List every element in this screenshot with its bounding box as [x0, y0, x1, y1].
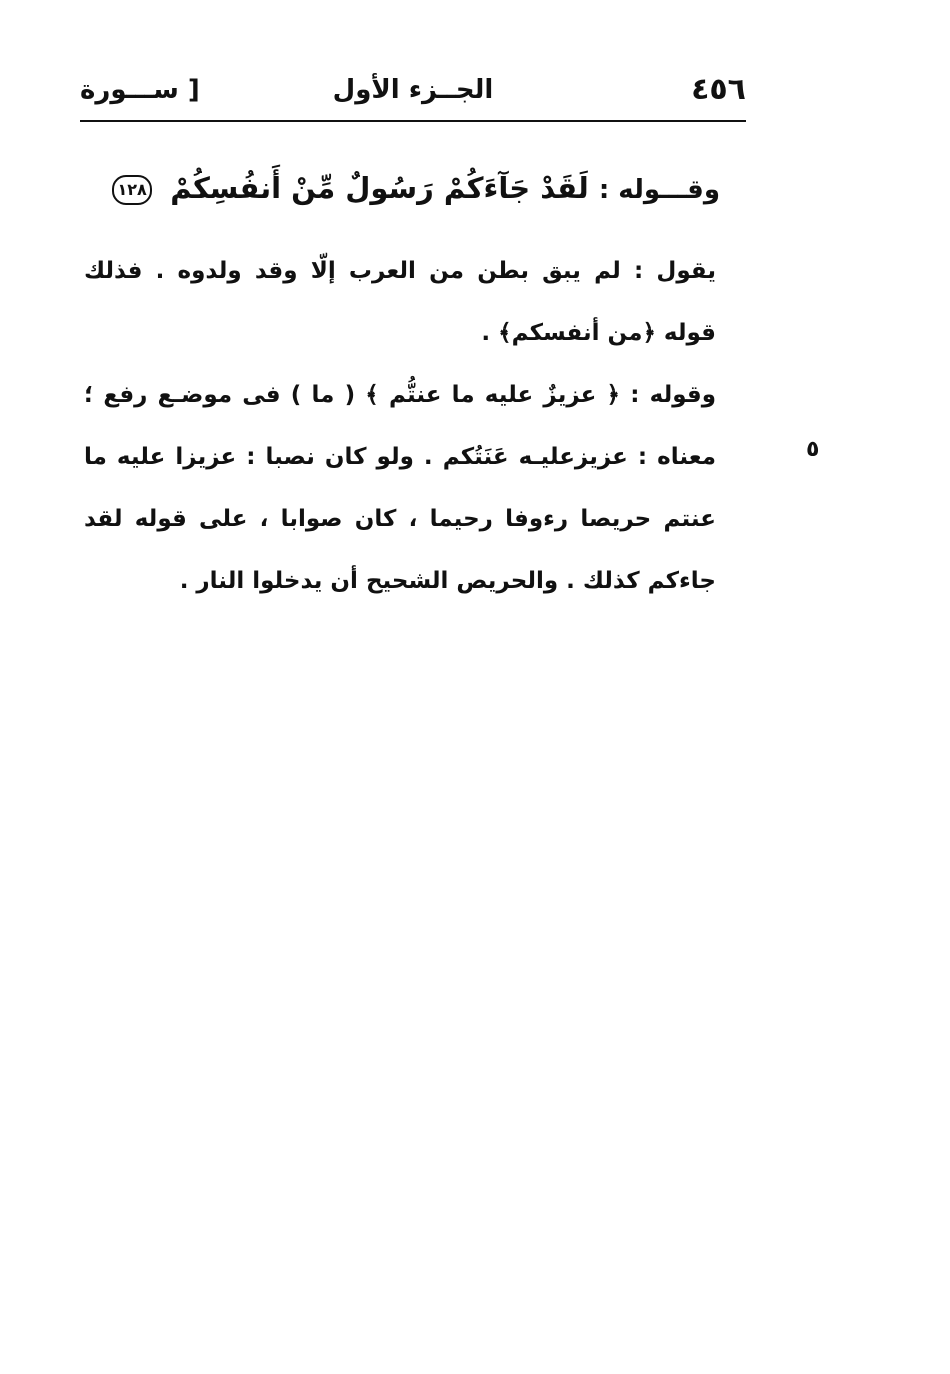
- line-number-marker: ٥: [806, 437, 820, 462]
- header-divider: [80, 120, 746, 122]
- ayah-number-medallion: ١٢٨: [112, 175, 152, 205]
- page-header: [80, 68, 746, 118]
- verse-text: لَقَدْ جَآءَكُمْ رَسُولٌ مِّنْ أَنفُسِكُمْ: [170, 171, 589, 205]
- verse-intro: وقـــوله :: [598, 175, 720, 205]
- part-title: الجــزء الأول: [332, 75, 494, 105]
- commentary-paragraph-2: وقوله : ﴿ عزيزٌ عليه ما عنتُّم ﴾ ( ما ) فى موضـع رفع ؛ معناه : عزيزعليـه عَنَتُكم . ولو كان نصبا : عزيزا عليه ما عنتم حريصا رءوفا رحيما ، كان صوابا ، على قوله لقد جاءكم كذلك . والحريص الشحيح أن يدخلوا النار .: [84, 382, 716, 594]
- surah-label: [ ســـورة: [80, 75, 200, 105]
- quran-verse-line: [117, 158, 720, 218]
- page-number: ٤٥٦: [691, 72, 746, 107]
- commentary-text: [84, 240, 716, 612]
- commentary-paragraph-1: يقول : لم يبق بطن من العرب إلّا وقد ولدوه . فذلك قوله ﴿من أنفسكم﴾ .: [84, 258, 716, 346]
